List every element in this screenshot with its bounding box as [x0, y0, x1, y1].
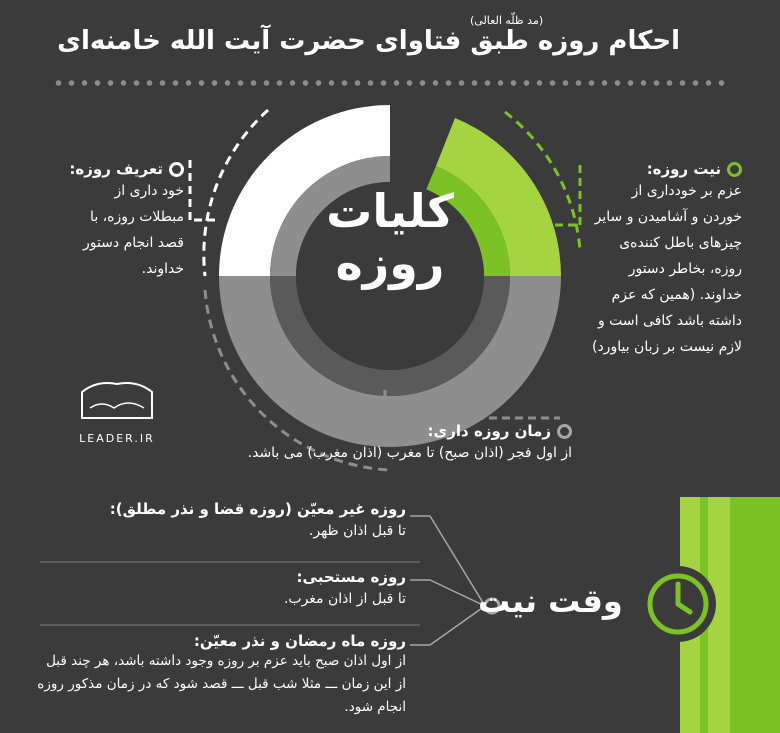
niyyat-item-heading: روزه غیر معیّن (روزه قضا و نذر مطلق): [109, 500, 406, 518]
niyyat-time-label: وقت نیت [478, 582, 623, 620]
niyyat-item-3 [36, 632, 406, 719]
niyyat-item-2 [100, 568, 406, 612]
intention-block [592, 160, 742, 360]
niyyat-item-heading: روزه ماه رمضان و نذر معیّن: [193, 632, 406, 650]
definition-text: خود داری از مبطلات روزه، با قصد انجام دستور خداوند. [82, 183, 184, 277]
green-column-dark [730, 497, 780, 733]
definition-heading: تعریف روزه: [69, 160, 163, 178]
center-title-line1: کلیات [326, 184, 454, 238]
definition-block [69, 160, 184, 282]
center-title-line2: روزه [335, 236, 445, 290]
niyyat-item-1 [100, 500, 406, 544]
niyyat-item-heading: روزه مستحبی: [296, 568, 406, 586]
page-title: احکام روزه طبق فتاوای حضرت آیت الله خامنه‌ای [57, 26, 680, 56]
fasting-time-heading: زمان روزه داری: [427, 422, 551, 440]
niyyat-item-text: از اول اذان صبح باید عزم بر روزه وجود داشته باشد، هر چند قبل از این زمان ـــ مثلا شب قبل ـــ قصد شود که در زمان مذکور روزه انجام شود. [37, 653, 406, 715]
intention-heading: نیت روزه: [646, 160, 721, 178]
niyyat-item-text: تا قبل اذان ظهر. [308, 523, 406, 539]
bullet-icon [557, 424, 572, 439]
bullet-icon [169, 162, 184, 177]
niyyat-item-text: تا قبل از اذان مغرب. [283, 591, 406, 607]
fasting-time-text: از اول فجر (اذان صبح) تا مغرب (اذان مغرب) می باشد. [247, 445, 572, 461]
logo-emblem-icon [72, 378, 162, 424]
bullet-icon [727, 162, 742, 177]
intention-text: عزم بر خودداری از خوردن و آشامیدن و سایر چیزهای باطل کننده‌ی روزه، بخاطر دستور خداوند. (همین که عزم داشته باشد کافی است و لازم نیست بر زبان بیاورد) [591, 183, 742, 355]
fasting-time-block [140, 422, 572, 466]
logo-text: LEADER.IR [79, 432, 155, 445]
honorific: (مد ظلّه العالی) [470, 14, 544, 27]
